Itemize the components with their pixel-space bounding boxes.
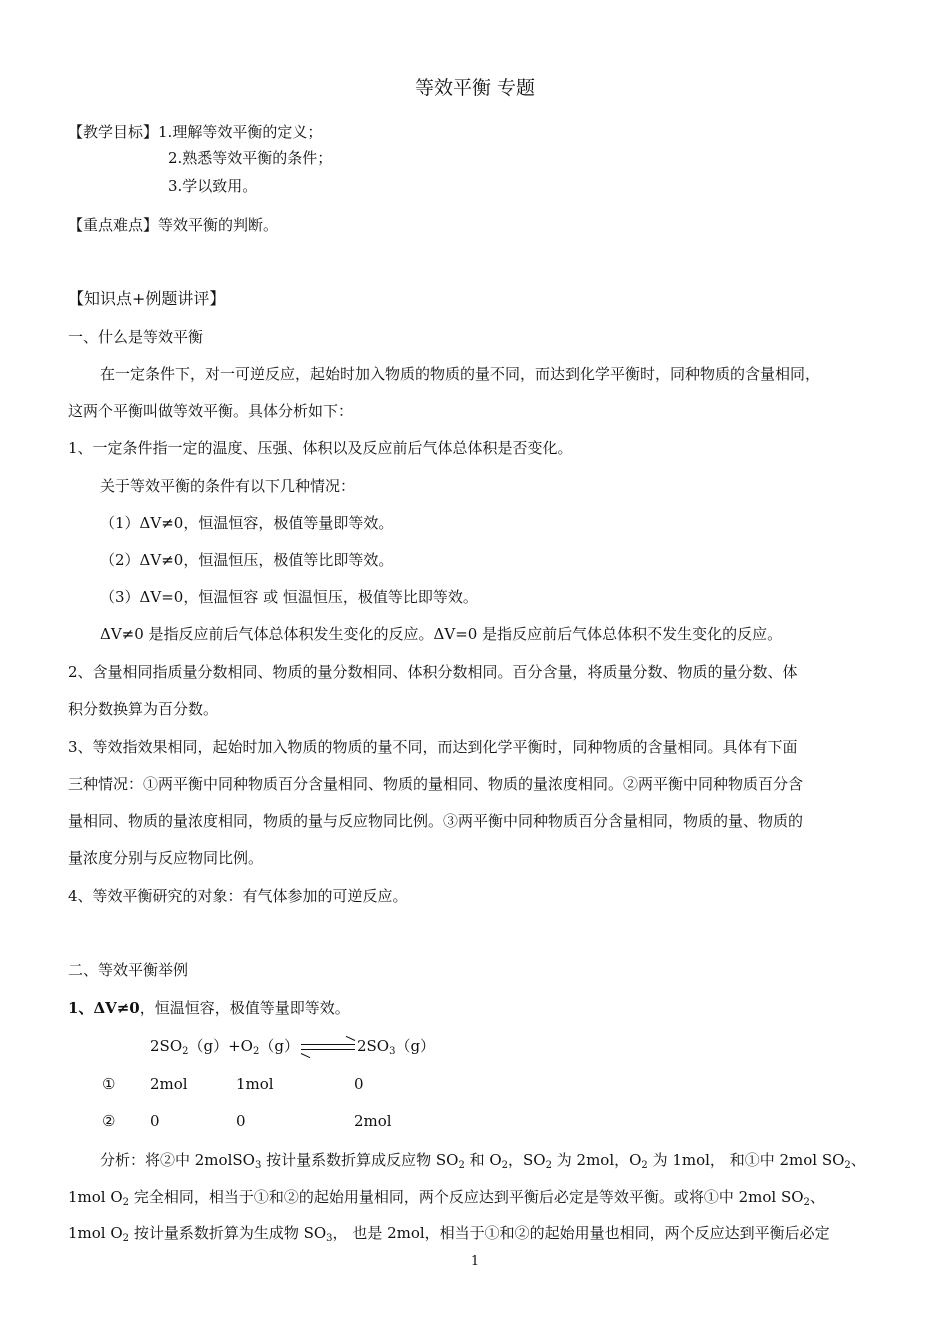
analysis-1l: 2 [844, 1160, 851, 1171]
product-so3-state: （g） [395, 1037, 436, 1055]
paragraph-2-line-1: 2、含量相同指质量分数相同、物质的量分数相同、体积分数相同。百分含量，将质量分数、物质的量分数、体 [68, 663, 798, 681]
analysis-2d: 2 [803, 1197, 810, 1208]
analysis-2a: 1mol O [68, 1188, 123, 1206]
reactant-o2-state: （g） [259, 1037, 299, 1055]
analysis-3a: 1mol O [68, 1224, 123, 1242]
page-title: 等效平衡 专题 [414, 77, 536, 99]
equilibrium-arrow-icon [301, 1041, 355, 1053]
objectives-label: 【教学目标】 [68, 123, 159, 141]
row-2-so2: 0 [150, 1112, 160, 1130]
paragraph-4: 4、等效平衡研究的对象：有气体参加的可逆反应。 [68, 887, 408, 905]
key-points-text: 等效平衡的判断。 [158, 216, 279, 234]
analysis-2c: 完全相同，相当于①和②的起始用量相同，两个反应达到平衡后必定是等效平衡。或将①中 2mol SO [129, 1188, 804, 1206]
analysis-1k: 为 1mol， 和①中 2mol SO [647, 1151, 845, 1169]
paragraph-1: 1、一定条件指一定的温度、压强、体积以及反应前后气体总体积是否变化。 [68, 439, 573, 457]
key-points-line [68, 215, 278, 235]
paragraph-3-line-1: 3、等效指效果相同，起始时加入物质的物质的量不同，而达到化学平衡时，同种物质的含量相同。具体有下面 [68, 738, 798, 756]
analysis-line-3 [68, 1223, 830, 1243]
chemical-equation [150, 1036, 435, 1056]
example-1-number: 1、 [68, 999, 94, 1017]
part1-heading: 一、什么是等效平衡 [68, 328, 204, 346]
analysis-3c: 按计量系数折算为生成物 SO [129, 1224, 327, 1242]
analysis-1h: 2 [545, 1160, 552, 1171]
paragraph-3-line-4: 量浓度分别与反应物同比例。 [68, 849, 264, 867]
objective-item-3: 3.学以致用。 [168, 177, 258, 195]
row-2-mark: ② [102, 1112, 116, 1130]
row-2-o2: 0 [236, 1112, 246, 1130]
case-3: （3）ΔV=0，恒温恒容 或 恒温恒压，极值等比即等效。 [100, 588, 478, 606]
analysis-1a: 分析：将②中 2molSO [100, 1151, 255, 1169]
part1-intro-line-1: 在一定条件下，对一可逆反应，起始时加入物质的物质的量不同，而达到化学平衡时，同种物质的含量相同， [100, 365, 821, 383]
analysis-1g: ，SO [508, 1151, 546, 1169]
row-1-mark: ① [102, 1075, 116, 1093]
case-1: （1）ΔV≠0，恒温恒容，极值等量即等效。 [100, 514, 394, 532]
analysis-line-2 [68, 1187, 825, 1207]
paragraph-1-sub: 关于等效平衡的条件有以下几种情况： [100, 477, 356, 495]
row-1-so3: 0 [354, 1075, 364, 1093]
analysis-1j: 2 [641, 1160, 648, 1171]
analysis-2b: 2 [122, 1197, 130, 1208]
objective-item-2: 2.熟悉等效平衡的条件； [168, 149, 333, 167]
page-number: 1 [470, 1254, 480, 1269]
example-1-rest: ，恒温恒容，极值等量即等效。 [139, 999, 350, 1017]
analysis-1d: 2 [458, 1160, 465, 1171]
analysis-1i: 为 2mol，O [551, 1151, 642, 1169]
objectives-line-1 [68, 122, 322, 142]
reactant-so2: 2SO [150, 1037, 183, 1055]
paragraph-3-line-3: 量相同、物质的量浓度相同，物质的量与反应物同比例。③两平衡中同种物质百分含量相同，物质的量、物质的 [68, 812, 804, 830]
analysis-2e: 、 [809, 1188, 825, 1206]
key-points-label: 【重点难点】 [68, 216, 159, 234]
row-1-o2: 1mol [236, 1075, 274, 1093]
analysis-1f: 2 [501, 1160, 509, 1171]
reactant-so2-subscript: 2 [182, 1046, 189, 1057]
product-so3: 2SO [356, 1037, 390, 1055]
part1-intro-line-2: 这两个平衡叫做等效平衡。具体分析如下： [68, 402, 354, 420]
product-so3-subscript: 3 [389, 1046, 396, 1057]
delta-v-note: ΔV≠0 是指反应前后气体总体积发生变化的反应。ΔV=0 是指反应前后气体总体积不发生变化的反应。 [100, 625, 783, 643]
analysis-3d: 3 [326, 1233, 333, 1244]
objective-item-1: 1.理解等效平衡的定义； [158, 123, 323, 141]
part2-heading: 二、等效平衡举例 [68, 961, 189, 979]
paragraph-3-line-2: 三种情况：①两平衡中同种物质百分含量相同、物质的量相同、物质的量浓度相同。②两平衡中同种物质百分含 [68, 775, 804, 793]
analysis-3e: ， 也是 2mol，相当于①和②的起始用量也相同，两个反应达到平衡后必定 [332, 1224, 830, 1242]
case-2: （2）ΔV≠0，恒温恒压，极值等比即等效。 [100, 551, 394, 569]
analysis-3b: 2 [122, 1233, 130, 1244]
analysis-line-1 [100, 1150, 866, 1170]
reactant-so2-state: （g）+O [188, 1037, 253, 1055]
example-1-heading [68, 998, 350, 1018]
reactant-o2-subscript: 2 [252, 1046, 260, 1057]
row-2-so3: 2mol [354, 1112, 392, 1130]
section-header: 【知识点+例题讲评】 [68, 289, 226, 308]
analysis-1b: 3 [254, 1160, 262, 1171]
analysis-1m: 、 [850, 1151, 866, 1169]
row-1-so2: 2mol [150, 1075, 188, 1093]
analysis-1c: 按计量系数折算成反应物 SO [261, 1151, 459, 1169]
example-1-condition: ΔV≠0 [93, 999, 140, 1017]
paragraph-2-line-2: 积分数换算为百分数。 [68, 700, 219, 718]
analysis-1e: 和 O [464, 1151, 502, 1169]
